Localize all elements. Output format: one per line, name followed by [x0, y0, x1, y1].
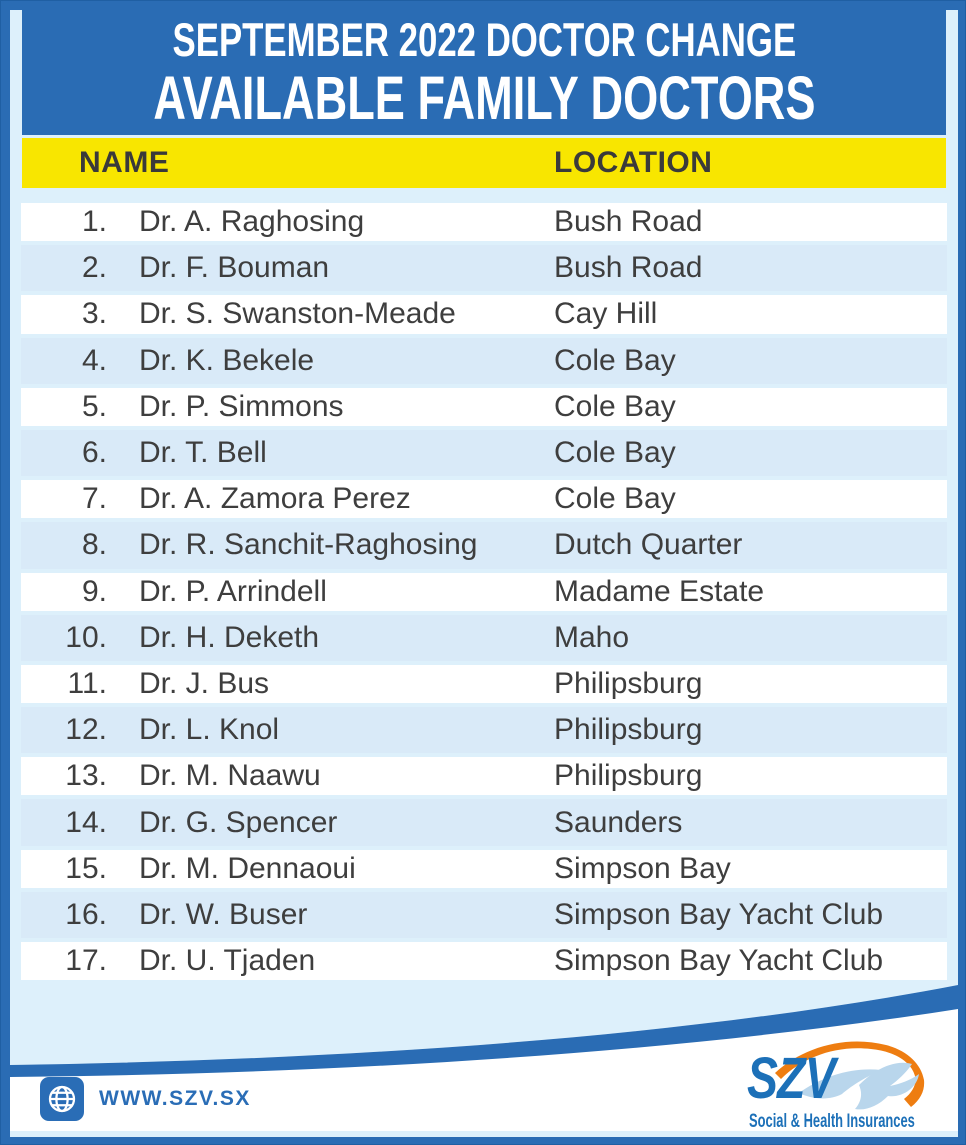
doctor-location: Madame Estate: [554, 574, 765, 608]
row-number: 6.: [81, 436, 107, 470]
table-row: [21, 522, 947, 568]
row-number: 1.: [81, 205, 107, 239]
doctor-location: Bush Road: [554, 251, 703, 285]
doctor-name: Dr. P. Arrindell: [139, 574, 327, 608]
table-row: [21, 199, 947, 245]
table-row: [21, 799, 947, 845]
row-number: 11.: [67, 666, 107, 700]
row-number: 12.: [65, 713, 107, 747]
doctor-name: Dr. G. Spencer: [139, 805, 338, 839]
table-row: [21, 430, 947, 476]
doctor-location: Dutch Quarter: [554, 528, 743, 562]
row-number: 9.: [81, 574, 107, 608]
logo-wordmark: SZV: [747, 1046, 835, 1111]
row-number: 5.: [81, 389, 107, 423]
doctor-location: Bush Road: [554, 205, 703, 239]
doctor-name: Dr. J. Bus: [139, 666, 270, 700]
doctor-location: Simpson Bay: [554, 851, 731, 885]
doctor-location: Maho: [554, 620, 630, 654]
globe-icon: [40, 1077, 84, 1121]
row-number: 17.: [65, 944, 107, 978]
column-header-location: LOCATION: [554, 146, 713, 179]
row-number: 13.: [65, 759, 107, 793]
doctor-name: Dr. H. Deketh: [139, 620, 320, 654]
row-number: 14.: [65, 805, 107, 839]
doctor-location: Simpson Bay Yacht Club: [554, 944, 884, 978]
doctor-location: Philipsburg: [554, 666, 703, 700]
doctor-name: Dr. A. Zamora Perez: [139, 482, 411, 516]
table-row: [21, 476, 947, 522]
doctor-location: Cole Bay: [554, 436, 676, 470]
row-number: 3.: [81, 297, 107, 331]
doctor-location: Philipsburg: [554, 759, 703, 793]
table-row: [21, 938, 947, 984]
doctor-table: [21, 188, 947, 984]
doctor-name: Dr. U. Tjaden: [139, 944, 316, 978]
title-block: [22, 10, 946, 135]
doctor-name: Dr. L. Knol: [139, 713, 280, 747]
doctor-name: Dr. M. Dennaoui: [139, 851, 356, 885]
doctor-name: Dr. S. Swanston-Meade: [139, 297, 456, 331]
doctor-location: Cole Bay: [554, 482, 676, 516]
row-number: 4.: [81, 343, 107, 377]
doctor-name: Dr. P. Simmons: [139, 389, 344, 423]
row-number: 16.: [65, 897, 107, 931]
table-row: [21, 892, 947, 938]
poster-inner: [10, 10, 958, 1137]
website-link[interactable]: WWW.SZV.SX: [99, 1087, 251, 1110]
doctor-location: Saunders: [554, 805, 683, 839]
doctor-name: Dr. F. Bouman: [139, 251, 330, 285]
table-row: [21, 661, 947, 707]
table-row: [21, 291, 947, 337]
column-header-name: NAME: [79, 146, 170, 179]
title-subheading: SEPTEMBER 2022 DOCTOR CHANGE: [172, 13, 796, 67]
doctor-name: Dr. R. Sanchit-Raghosing: [139, 528, 478, 562]
doctor-location: Cole Bay: [554, 343, 676, 377]
table-row: [21, 569, 947, 615]
table-row: [21, 753, 947, 799]
doctor-location: Simpson Bay Yacht Club: [554, 897, 884, 931]
doctor-location: Philipsburg: [554, 713, 703, 747]
doctor-name: Dr. T. Bell: [139, 436, 267, 470]
logo-tagline: Social & Health Insurances: [749, 1111, 915, 1132]
table-row: [21, 615, 947, 661]
doctor-name: Dr. A. Raghosing: [139, 205, 365, 239]
doctor-name: Dr. W. Buser: [139, 897, 308, 931]
table-row: [21, 245, 947, 291]
doctor-location: Cay Hill: [554, 297, 658, 331]
doctor-name: Dr. K. Bekele: [139, 343, 315, 377]
table-row: [21, 384, 947, 430]
row-number: 8.: [81, 528, 107, 562]
szv-logo: [741, 1032, 956, 1132]
row-number: 10.: [65, 620, 107, 654]
doctor-location: Cole Bay: [554, 389, 676, 423]
table-row: [21, 338, 947, 384]
title-heading: AVAILABLE FAMILY DOCTORS: [152, 63, 816, 132]
row-number: 15.: [65, 851, 107, 885]
row-number: 2.: [81, 251, 107, 285]
table-row: [21, 707, 947, 753]
column-header-bar: [22, 138, 946, 188]
table-row: [21, 846, 947, 892]
doctor-name: Dr. M. Naawu: [139, 759, 321, 793]
row-number: 7.: [81, 482, 107, 516]
